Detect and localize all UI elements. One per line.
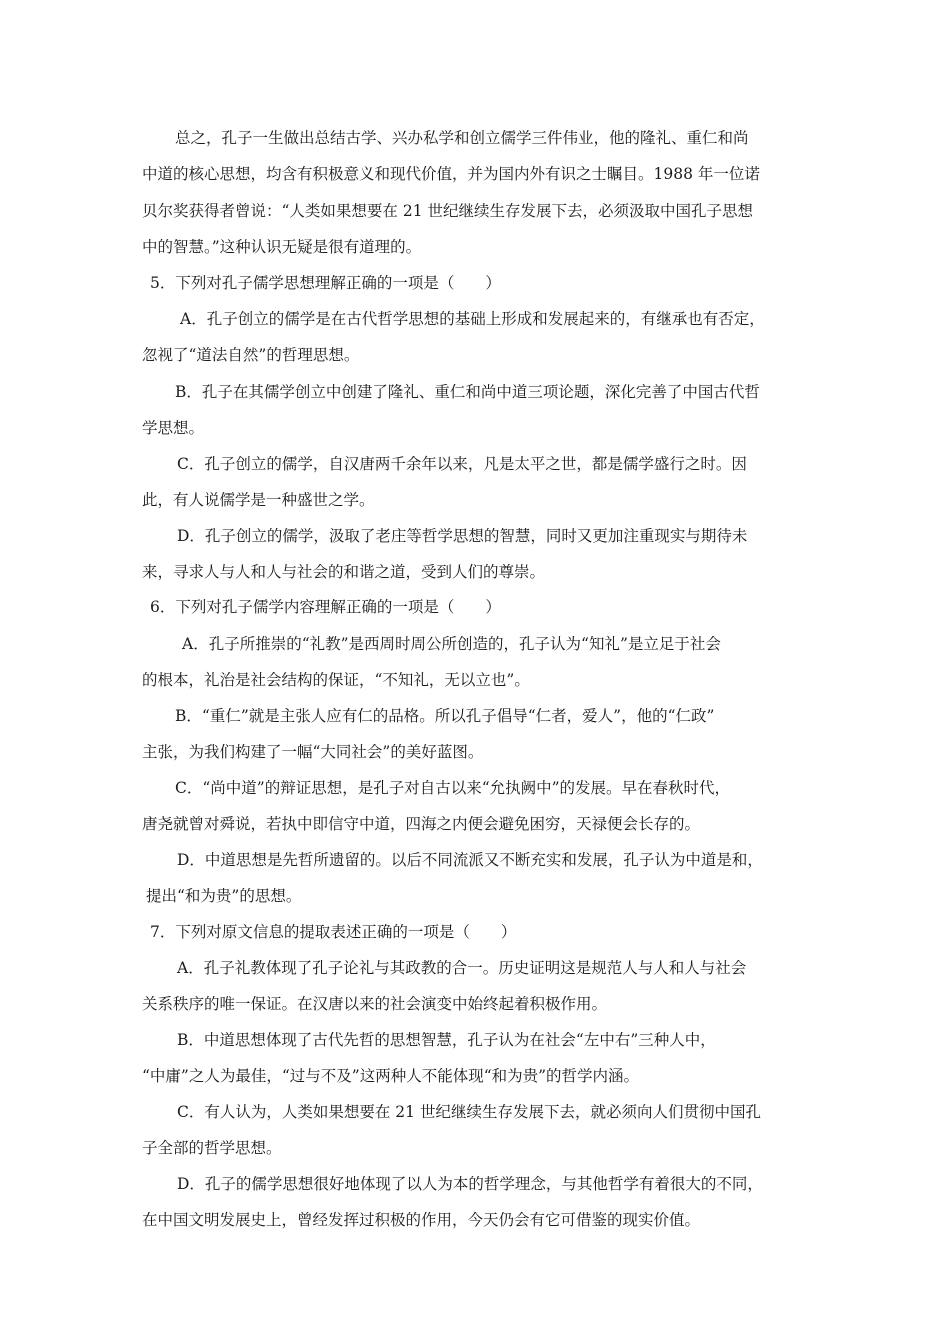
- question-7-option-b-cont: “中庸”之人为最佳，“过与不及”这两种人不能体现“和为贵”的哲学内涵。: [142, 1067, 640, 1085]
- passage-line-2: 中道的核心思想，均含有积极意义和现代价值，并为国内外有识之士瞩目。1988 年一位诺: [142, 165, 760, 183]
- question-7-option-b: B．中道思想体现了古代先哲的思想智慧，孔子认为在社会“左中右”三种人中，: [177, 1031, 716, 1049]
- question-5-option-b: B．孔子在其儒学创立中创建了隆礼、重仁和尚中道三项论题，深化完善了中国古代哲: [175, 383, 760, 401]
- question-5-option-a: A．孔子创立的儒学是在古代哲学思想的基础上形成和发展起来的，有继承也有否定，: [180, 310, 765, 328]
- passage-line-3: 贝尔奖获得者曾说：“人类如果想要在 21 世纪继续生存发展下去，必须汲取中国孔子思想: [142, 202, 754, 220]
- question-7-option-c-cont: 子全部的哲学思想。: [142, 1139, 282, 1157]
- question-7-stem: 7．下列对原文信息的提取表述正确的一项是（ ）: [150, 923, 517, 941]
- question-6-option-d: D．中道思想是先哲所遗留的。以后不同流派又不断充实和发展，孔子认为中道是和，: [177, 851, 763, 869]
- passage-line-4: 中的智慧。”这种认识无疑是很有道理的。: [142, 238, 422, 256]
- question-6-option-c-cont: 唐尧就曾对舜说，若执中即信守中道，四海之内便会避免困穷，天禄便会长存的。: [142, 815, 701, 833]
- passage-line-1: 总之，孔子一生做出总结古学、兴办私学和创立儒学三件伟业，他的隆礼、重仁和尚: [175, 129, 749, 147]
- question-6-option-b: B．“重仁”就是主张人应有仁的品格。所以孔子倡导“仁者，爱人”，他的“仁政”: [175, 707, 715, 725]
- question-6-option-a-cont: 的根本，礼治是社会结构的保证，“不知礼，无以立也”。: [142, 671, 530, 689]
- question-6-stem: 6．下列对孔子儒学内容理解正确的一项是（ ）: [150, 598, 501, 616]
- question-7-option-a: A．孔子礼教体现了孔子论礼与其政教的合一。历史证明这是规范人与人和人与社会: [177, 959, 747, 977]
- question-5-option-a-cont: 忽视了“道法自然”的哲理思想。: [142, 346, 360, 364]
- question-5-option-b-cont: 学思想。: [142, 419, 205, 437]
- question-7-option-d: D．孔子的儒学思想很好地体现了以人为本的哲学理念，与其他哲学有着很大的不同，: [177, 1175, 763, 1193]
- question-5-stem: 5．下列对孔子儒学思想理解正确的一项是（ ）: [150, 274, 501, 292]
- question-5-option-d-cont: 来，寻求人与人和人与社会的和谐之道，受到人们的尊崇。: [142, 563, 546, 581]
- question-5-option-d: D．孔子创立的儒学，汲取了老庄等哲学思想的智慧，同时又更加注重现实与期待未: [177, 527, 748, 545]
- question-6-option-d-cont: 提出“和为贵”的思想。: [146, 887, 302, 905]
- question-5-option-c: C．孔子创立的儒学，自汉唐两千余年以来，凡是太平之世，都是儒学盛行之时。因: [177, 455, 747, 473]
- question-6-option-a: A．孔子所推崇的“礼教”是西周时周公所创造的，孔子认为“知礼”是立足于社会: [182, 635, 721, 653]
- question-7-option-c: C．有人认为，人类如果想要在 21 世纪继续生存发展下去，就必须向人们贯彻中国孔: [177, 1103, 761, 1121]
- question-7-option-d-cont: 在中国文明发展史上，曾经发挥过积极的作用，今天仍会有它可借鉴的现实价值。: [142, 1211, 701, 1229]
- question-6-option-c: C．“尚中道”的辩证思想，是孔子对自古以来“允执阙中”的发展。早在春秋时代，: [175, 779, 731, 797]
- question-6-option-b-cont: 主张，为我们构建了一幅“大同社会”的美好蓝图。: [142, 743, 484, 761]
- question-7-option-a-cont: 关系秩序的唯一保证。在汉唐以来的社会演变中始终起着积极作用。: [142, 995, 608, 1013]
- question-5-option-c-cont: 此，有人说儒学是一种盛世之学。: [142, 491, 375, 509]
